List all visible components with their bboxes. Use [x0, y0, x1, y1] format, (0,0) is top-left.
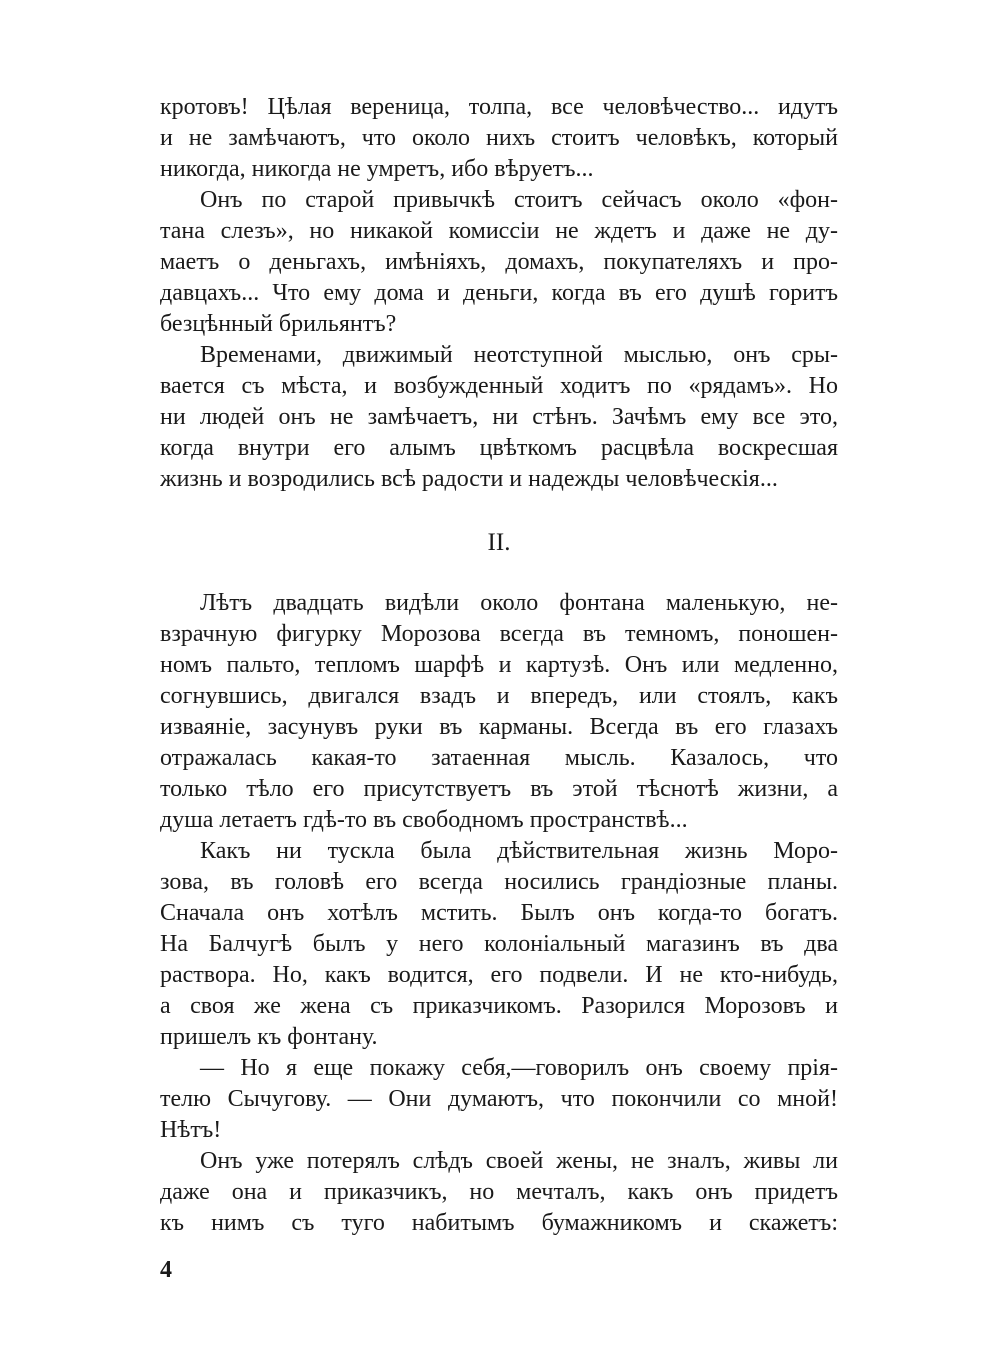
- text-line: никогда, никогда не умретъ, ибо вѣруетъ...: [160, 156, 594, 182]
- text-line: Временами, движимый неотступной мыслью, онъ сры-: [200, 342, 838, 368]
- text-line: тана слезъ», но никакой комиссіи не ждетъ и даже не ду-: [160, 218, 838, 244]
- paragraph: [160, 185, 838, 340]
- text-line: жизнь и возродились всѣ радости и надежды человѣческія...: [160, 466, 778, 492]
- text-line: Сначала онъ хотѣлъ мстить. Былъ онъ когда-то богатъ.: [160, 900, 838, 926]
- text-line: ни людей онъ не замѣчаетъ, ни стѣнъ. Зачѣмъ ему все это,: [160, 404, 838, 430]
- paragraph: [160, 1053, 838, 1146]
- paragraph: [160, 1146, 838, 1239]
- text-line: зова, въ головѣ его всегда носились грандіозные планы.: [160, 869, 838, 895]
- text-line: согнувшись, двигался взадъ и впередъ, или стоялъ, какъ: [160, 683, 838, 709]
- section-1: [160, 92, 838, 495]
- page-number: 4: [160, 1257, 172, 1283]
- text-line: душа летаетъ гдѣ-то въ свободномъ пространствѣ...: [160, 807, 688, 833]
- text-line: раствора. Но, какъ водится, его подвели. И не кто-нибудь,: [160, 962, 838, 988]
- text-line: давцахъ... Что ему дома и деньги, когда въ его душѣ горитъ: [160, 280, 838, 306]
- text-line: только тѣло его присутствуетъ въ этой тѣснотѣ жизни, а: [160, 776, 838, 802]
- text-line: взрачную фигурку Морозова всегда въ темномъ, поношен-: [160, 621, 838, 647]
- text-line: На Балчугѣ былъ у него колоніальный магазинъ въ два: [160, 931, 838, 957]
- text-line: безцѣнный брильянтъ?: [160, 311, 397, 337]
- text-line: кротовъ! Цѣлая вереница, толпа, все человѣчество... идутъ: [160, 94, 838, 120]
- text-line: къ нимъ съ туго набитымъ бумажникомъ и скажетъ:: [160, 1210, 838, 1236]
- page-body: [160, 92, 838, 1239]
- paragraph: [160, 340, 838, 495]
- text-line: Онъ по старой привычкѣ стоитъ сейчасъ около «фон-: [200, 187, 838, 213]
- text-line: Какъ ни тускла была дѣйствительная жизнь Моро-: [200, 838, 838, 864]
- paragraph: [160, 836, 838, 1053]
- text-line: отражалась какая-то затаенная мысль. Казалось, что: [160, 745, 838, 771]
- text-line: и не замѣчаютъ, что около нихъ стоитъ человѣкъ, который: [160, 125, 838, 151]
- chapter-heading: II.: [487, 529, 511, 556]
- text-line: даже она и приказчикъ, но мечталъ, какъ онъ придетъ: [160, 1179, 838, 1205]
- text-line: телю Сычугову. — Они думаютъ, что покончили со мной!: [160, 1086, 838, 1112]
- text-line: Нѣтъ!: [160, 1117, 222, 1143]
- text-line: — Но я еще покажу себя,—говорилъ онъ своему прія-: [200, 1055, 838, 1081]
- paragraph: [160, 588, 838, 836]
- paragraph: [160, 92, 838, 185]
- section-2: [160, 588, 838, 1239]
- text-line: маетъ о деньгахъ, имѣніяхъ, домахъ, покупателяхъ и про-: [160, 249, 838, 275]
- text-line: вается съ мѣста, и возбужденный ходитъ по «рядамъ». Но: [160, 373, 838, 399]
- text-line: Лѣтъ двадцать видѣли около фонтана маленькую, не-: [200, 590, 838, 616]
- text-line: пришелъ къ фонтану.: [160, 1024, 378, 1050]
- text-line: изваяніе, засунувъ руки въ карманы. Всегда въ его глазахъ: [160, 714, 838, 740]
- text-line: а своя же жена съ приказчикомъ. Разорился Морозовъ и: [160, 993, 838, 1019]
- text-line: Онъ уже потерялъ слѣдъ своей жены, не зналъ, живы ли: [200, 1148, 838, 1174]
- text-line: номъ пальто, тепломъ шарфѣ и картузѣ. Онъ или медленно,: [160, 652, 838, 678]
- text-line: когда внутри его алымъ цвѣткомъ расцвѣла воскресшая: [160, 435, 838, 461]
